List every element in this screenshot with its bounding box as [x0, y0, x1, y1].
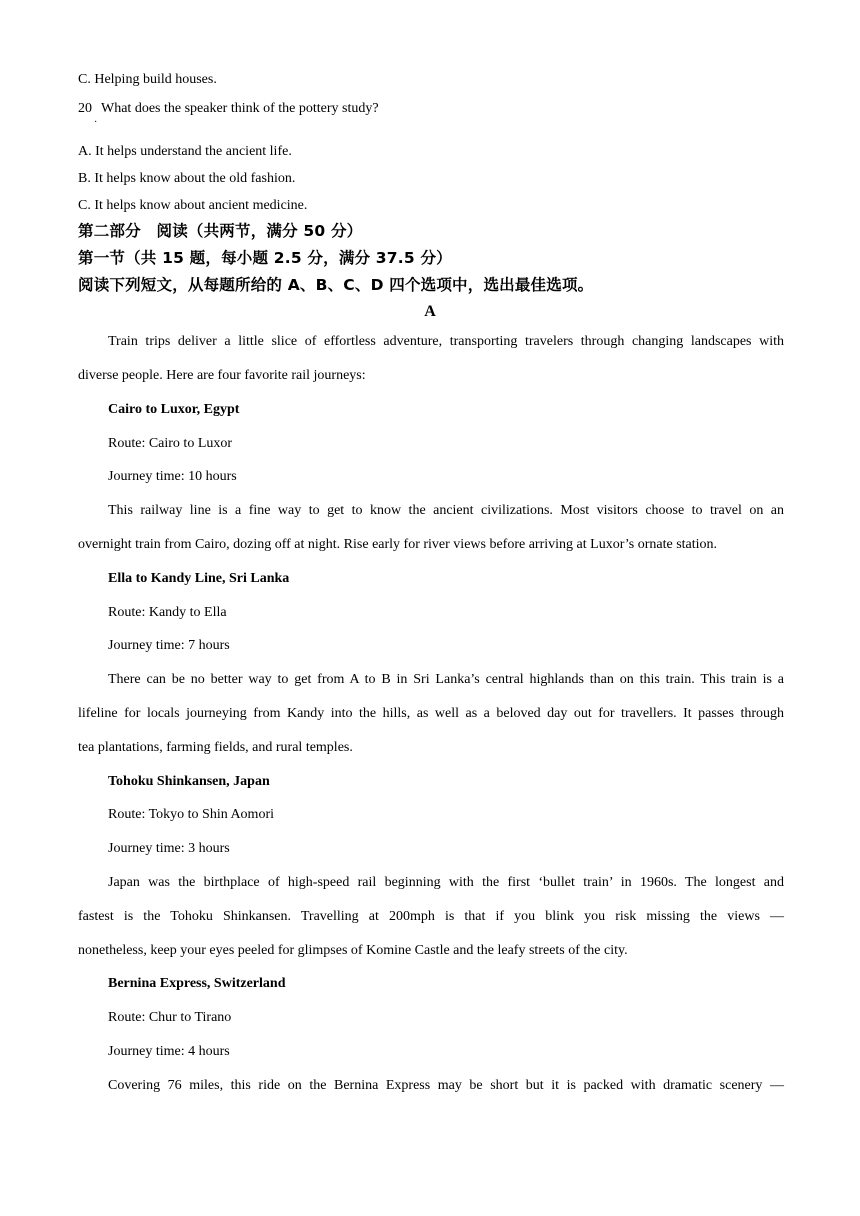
passage-intro-line-1: Train trips deliver a little slice of effortless adventure, transporting travelers through changing landscapes with [108, 334, 784, 349]
q20-number-dot: · [94, 117, 98, 128]
journey-title: Cairo to Luxor, Egypt [108, 402, 240, 417]
journey-paragraph-line: There can be no better way to get from A to B in Sri Lanka’s central highlands than on this train. This train is a [108, 672, 784, 687]
section-one-title: 第一节（共 15 题，每小题 2.5 分，满分 37.5 分） [78, 249, 452, 267]
journey-paragraph-line: tea plantations, farming fields, and rural temples. [78, 740, 353, 755]
journey-route: Route: Kandy to Ella [108, 605, 227, 620]
journey-title: Bernina Express, Switzerland [108, 976, 286, 991]
journey-time: Journey time: 3 hours [108, 841, 230, 856]
q20-question-text: What does the speaker think of the pottery study? [101, 101, 379, 116]
journey-paragraph-line: This railway line is a fine way to get to know the ancient civilizations. Most visitors choose to travel on an [108, 503, 784, 518]
journey-time: Journey time: 10 hours [108, 469, 237, 484]
journey-paragraph-line: nonetheless, keep your eyes peeled for glimpses of Komine Castle and the leafy streets of the city. [78, 943, 628, 958]
journey-time: Journey time: 7 hours [108, 638, 230, 653]
journey-paragraph-line: Covering 76 miles, this ride on the Bernina Express may be short but it is packed with dramatic scenery — [108, 1078, 784, 1093]
journey-paragraph-line: lifeline for locals journeying from Kandy into the hills, as well as a beloved day out for travellers. It passes through [78, 706, 784, 721]
passage-label: A [424, 303, 436, 320]
reading-instruction: 阅读下列短文，从每题所给的 A、B、C、D 四个选项中，选出最佳选项。 [78, 276, 594, 294]
q20-option-b: B. It helps know about the old fashion. [78, 171, 296, 186]
q19-option-c: C. Helping build houses. [78, 72, 217, 87]
part-two-title: 第二部分 阅读（共两节，满分 50 分） [78, 222, 363, 240]
passage-intro-line-2: diverse people. Here are four favorite rail journeys: [78, 368, 366, 383]
journey-time: Journey time: 4 hours [108, 1044, 230, 1059]
q20-number: 20 [78, 101, 92, 116]
journey-paragraph-line: Japan was the birthplace of high-speed rail beginning with the first ‘bullet train’ in 1960s. The longest and [108, 875, 784, 890]
journey-title: Tohoku Shinkansen, Japan [108, 774, 270, 789]
journey-route: Route: Tokyo to Shin Aomori [108, 807, 274, 822]
q20-option-c: C. It helps know about ancient medicine. [78, 198, 308, 213]
journey-paragraph-line: fastest is the Tohoku Shinkansen. Travelling at 200mph is that if you blink you risk missing the views — [78, 909, 784, 924]
q20-question [78, 99, 784, 119]
q20-option-a: A. It helps understand the ancient life. [78, 144, 292, 159]
journey-route: Route: Cairo to Luxor [108, 436, 233, 451]
journey-paragraph-line: overnight train from Cairo, dozing off at night. Rise early for river views before arriving at Luxor’s ornate station. [78, 537, 718, 552]
journey-route: Route: Chur to Tirano [108, 1010, 232, 1025]
journey-title: Ella to Kandy Line, Sri Lanka [108, 571, 290, 586]
